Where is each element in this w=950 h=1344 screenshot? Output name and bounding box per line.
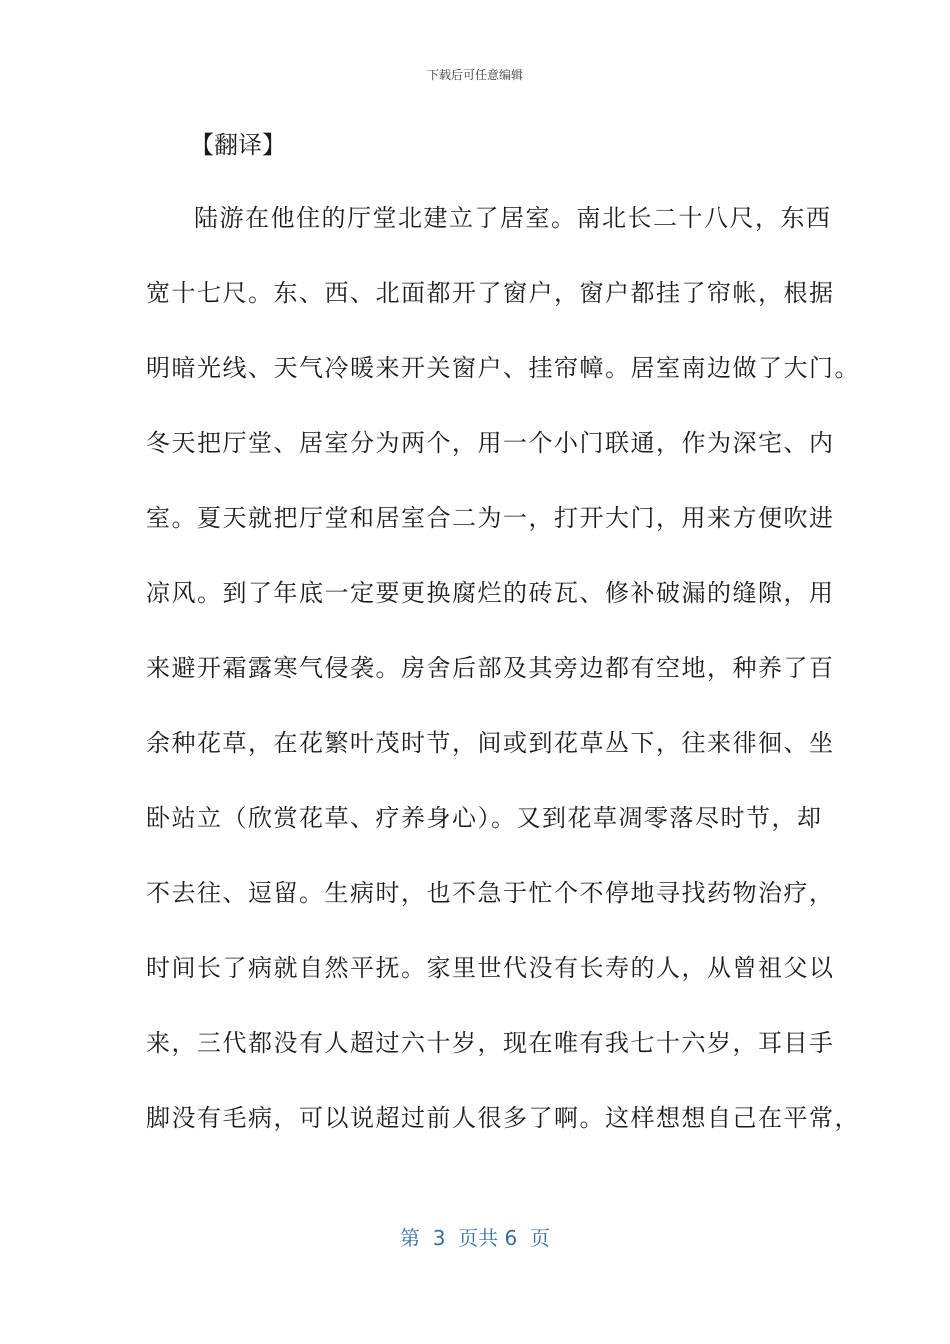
body-text xyxy=(146,200,860,1175)
body-line: 宽十七尺。东、西、北面都开了窗户，窗户都挂了帘帐，根据 xyxy=(146,279,835,307)
body-line: 来避开霜露寒气侵袭。房舍后部及其旁边都有空地，种养了百 xyxy=(146,654,835,682)
body-line: 凉风。到了年底一定要更换腐烂的砖瓦、修补破漏的缝隙，用 xyxy=(146,579,835,607)
section-heading: 【翻译】 xyxy=(190,131,286,159)
body-line: 冬天把厅堂、居室分为两个，用一个小门联通，作为深宅、内 xyxy=(146,429,835,457)
body-line: 陆游在他住的厅堂北建立了居室。南北长二十八尺，东西 xyxy=(194,204,832,232)
body-line: 室。夏天就把厅堂和居室合二为一，打开大门，用来方便吹进 xyxy=(146,504,835,532)
body-line: 明暗光线、天气冷暖来开关窗户、挂帘幛。居室南边做了大门。 xyxy=(146,354,860,382)
body-line: 来，三代都没有人超过六十岁，现在唯有我七十六岁，耳目手 xyxy=(146,1029,835,1057)
body-line: 脚没有毛病，可以说超过前人很多了啊。这样想想自己在平常， xyxy=(146,1104,860,1132)
page-header: 下载后可任意编辑 xyxy=(426,68,523,82)
body-line: 卧站立（欣赏花草、疗养身心）。又到花草凋零落尽时节，却 xyxy=(146,804,823,832)
page-footer: 第 3 页共 6 页 xyxy=(400,1226,550,1250)
body-line: 余种花草，在花繁叶茂时节，间或到花草丛下，往来徘徊、坐 xyxy=(146,729,835,757)
body-line: 不去往、逗留。生病时，也不急于忙个不停地寻找药物治疗， xyxy=(146,879,835,907)
body-line: 时间长了病就自然平抚。家里世代没有长寿的人，从曾祖父以 xyxy=(146,954,835,982)
